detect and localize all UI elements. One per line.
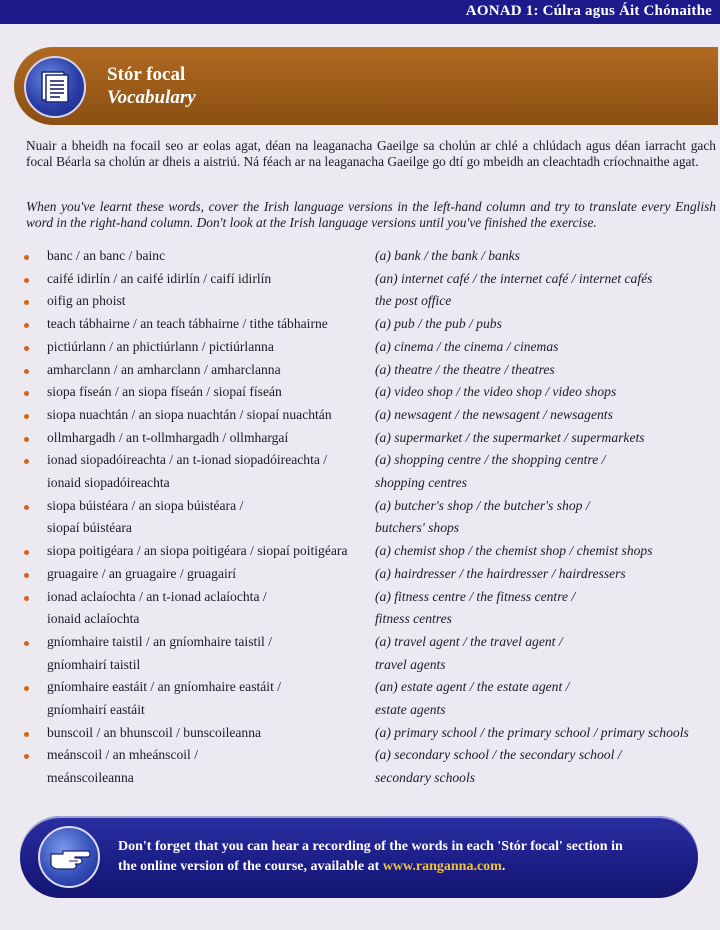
english-term: (a) hairdresser / the hairdresser / hairdressers [375,565,626,581]
english-term: the post office [375,293,452,309]
bullet-icon [24,573,29,578]
irish-term: ionad siopadóireachta / an t-ionad siopadóireachta / [47,452,328,468]
irish-term: pictiúrlann / an phictiúrlann / pictiúrlanna [47,338,274,354]
bullet-icon [24,346,29,351]
english-term: (a) secondary school / the secondary school / [375,747,622,763]
website-link[interactable]: www.ranganna.com [382,859,502,874]
bullet-icon [24,414,29,419]
vocab-row [0,248,720,268]
english-term: (a) video shop / the video shop / video shops [375,384,617,400]
vocab-row [0,475,720,495]
bullet-icon [24,369,29,374]
english-term: travel agents [375,656,446,672]
irish-term: banc / an banc / bainc [47,248,166,263]
irish-term: gníomhaire eastáit / an gníomhaire eastáit / [47,679,282,695]
irish-term: oifig an phoist [47,293,126,309]
english-term: (a) primary school / the primary school / primary schools [375,724,689,740]
vocab-row [0,430,720,450]
vocab-row [0,452,720,472]
english-term: (a) theatre / the theatre / theatres [375,361,555,377]
document-icon [24,56,86,118]
english-term: (a) shopping centre / the shopping centre / [375,452,606,468]
irish-term: bunscoil / an bhunscoil / bunscoileanna [47,724,262,740]
english-term: (a) butcher's shop / the butcher's shop / [375,497,590,513]
bullet-icon [24,641,29,646]
vocab-row [0,520,720,540]
vocab-row [0,316,720,336]
vocab-row [0,339,720,359]
bullet-icon [24,686,29,691]
irish-term: gníomhairí eastáit [47,702,145,717]
irish-term: siopa físeán / an siopa físeán / siopaí físeán [47,384,282,400]
irish-term: caifé idirlín / an caifé idirlín / caifí idirlín [47,270,272,286]
vocab-row [0,679,720,699]
vocab-row [0,725,720,745]
vocab-row [0,271,720,291]
footer-line-2-suffix: . [501,859,506,874]
english-term: secondary schools [375,770,476,786]
vocab-row [0,407,720,427]
bullet-icon [24,550,29,555]
irish-term: ionad aclaíochta / an t-ionad aclaíochta / [47,588,267,604]
english-term: (a) cinema / the cinema / cinemas [375,338,559,354]
english-term: (an) internet café / the internet café / internet cafés [375,270,653,286]
bullet-icon [24,437,29,442]
header-bar [0,0,720,24]
english-term: (a) pub / the pub / pubs [375,316,502,332]
vocab-row [0,293,720,313]
english-term: (a) chemist shop / the chemist shop / chemist shops [375,543,653,559]
section-subtitle: Vocabulary [107,87,196,108]
vocab-row [0,384,720,404]
english-term: butchers' shops [375,520,460,536]
english-term: fitness centres [375,611,452,627]
vocab-row [0,747,720,767]
irish-term: meánscoil / an mheánscoil / [47,747,198,763]
irish-term: meánscoileanna [47,770,134,786]
bullet-icon [24,391,29,396]
bullet-icon [24,300,29,305]
irish-term: siopa búistéara / an siopa búistéara / [47,497,244,513]
irish-term: ionaid siopadóireachta [47,475,170,490]
bullet-icon [24,255,29,260]
irish-term: teach tábhairne / an teach tábhairne / tithe tábhairne [47,316,328,332]
pointing-hand-icon [38,826,100,888]
vocab-row [0,634,720,654]
bullet-icon [24,732,29,737]
vocab-row [0,657,720,677]
vocab-row [0,543,720,563]
english-term: (a) newsagent / the newsagent / newsagents [375,406,613,422]
unit-title: AONAD 1: Cúlra agus Áit Chónaithe [465,3,712,19]
vocab-row [0,498,720,518]
english-term: estate agents [375,702,446,717]
bullet-icon [24,596,29,601]
irish-term: ionaid aclaíochta [47,611,140,627]
instructions-irish: Nuair a bheidh na focail seo ar eolas agat, déan na leaganacha Gaeilge sa cholún ar chlé a chlúdach agus déan iarracht gach focal Béarla sa cholún ar dheis a aistriú. Ná féach ar na leaganacha Gaeilge go dtí go mbeidh an cleachtadh críochnaithe agat. [26,138,716,169]
section-banner [14,47,718,125]
vocab-row [0,589,720,609]
bullet-icon [24,459,29,464]
irish-term: gníomhairí taistil [47,656,141,672]
english-term: (an) estate agent / the estate agent / [375,679,570,695]
footer-line-1: Don't forget that you can hear a recording of the words in each 'Stór focal' section in [118,839,623,854]
vocab-row [0,566,720,586]
footer-note [118,837,678,877]
english-term: (a) supermarket / the supermarket / supermarkets [375,429,645,445]
english-term: shopping centres [375,475,467,490]
bullet-icon [24,505,29,510]
english-term: (a) fitness centre / the fitness centre / [375,588,576,604]
bullet-icon [24,754,29,759]
irish-term: gruagaire / an gruagaire / gruagairí [47,565,237,581]
section-title: Stór focal [107,64,186,85]
vocab-row [0,611,720,631]
vocab-row [0,702,720,722]
bullet-icon [24,323,29,328]
bullet-icon [24,278,29,283]
irish-term: gníomhaire taistil / an gníomhaire taistil / [47,633,273,649]
english-term: (a) bank / the bank / banks [375,248,520,263]
vocab-row [0,770,720,790]
irish-term: siopaí búistéara [47,520,132,536]
irish-term: siopa nuachtán / an siopa nuachtán / siopaí nuachtán [47,406,332,422]
instructions-english: When you've learnt these words, cover the Irish language versions in the left-hand column and try to translate every English word in the right-hand column. Don't look at the Irish language versions until you've finished the exercise. [26,199,716,230]
irish-term: siopa poitigéara / an siopa poitigéara / siopaí poitigéara [47,543,348,559]
footer-line-2-prefix: the online version of the course, available at [118,859,383,874]
irish-term: ollmhargadh / an t-ollmhargadh / ollmhargaí [47,429,289,445]
english-term: (a) travel agent / the travel agent / [375,633,563,649]
irish-term: amharclann / an amharclann / amharclanna [47,361,281,377]
vocab-row [0,362,720,382]
